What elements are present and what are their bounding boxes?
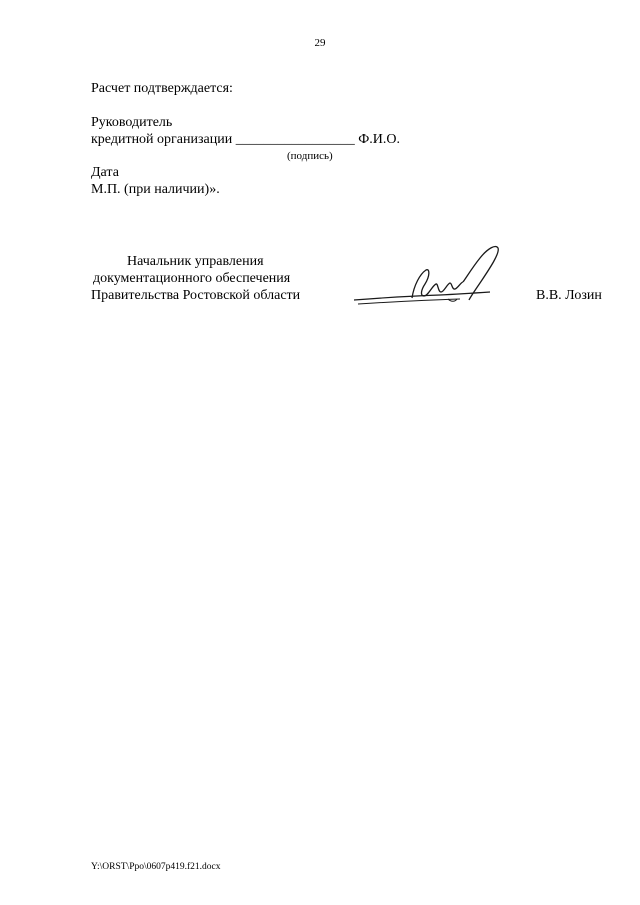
stamp-line: М.П. (при наличии)». [91,182,220,197]
signature-caption: (подпись) [287,150,333,162]
page-number: 29 [314,37,326,49]
date-label: Дата [91,165,119,180]
org-signature-line: кредитной организации _________________ Ф.И.О. [91,132,400,147]
signer-name: В.В. Лозин [536,288,602,303]
signer-title-line-3: Правительства Ростовской области [91,288,301,303]
confirmation-heading: Расчет подтверждается: [91,81,233,96]
handwritten-signature [350,240,510,315]
signer-title-line-1: Начальник управления [127,254,264,269]
head-label: Руководитель [91,115,173,130]
file-path-footer: Y:\ORST\Ppo\0607p419.f21.docx [91,862,221,872]
signer-title-line-2: документационного обеспечения [93,271,291,286]
